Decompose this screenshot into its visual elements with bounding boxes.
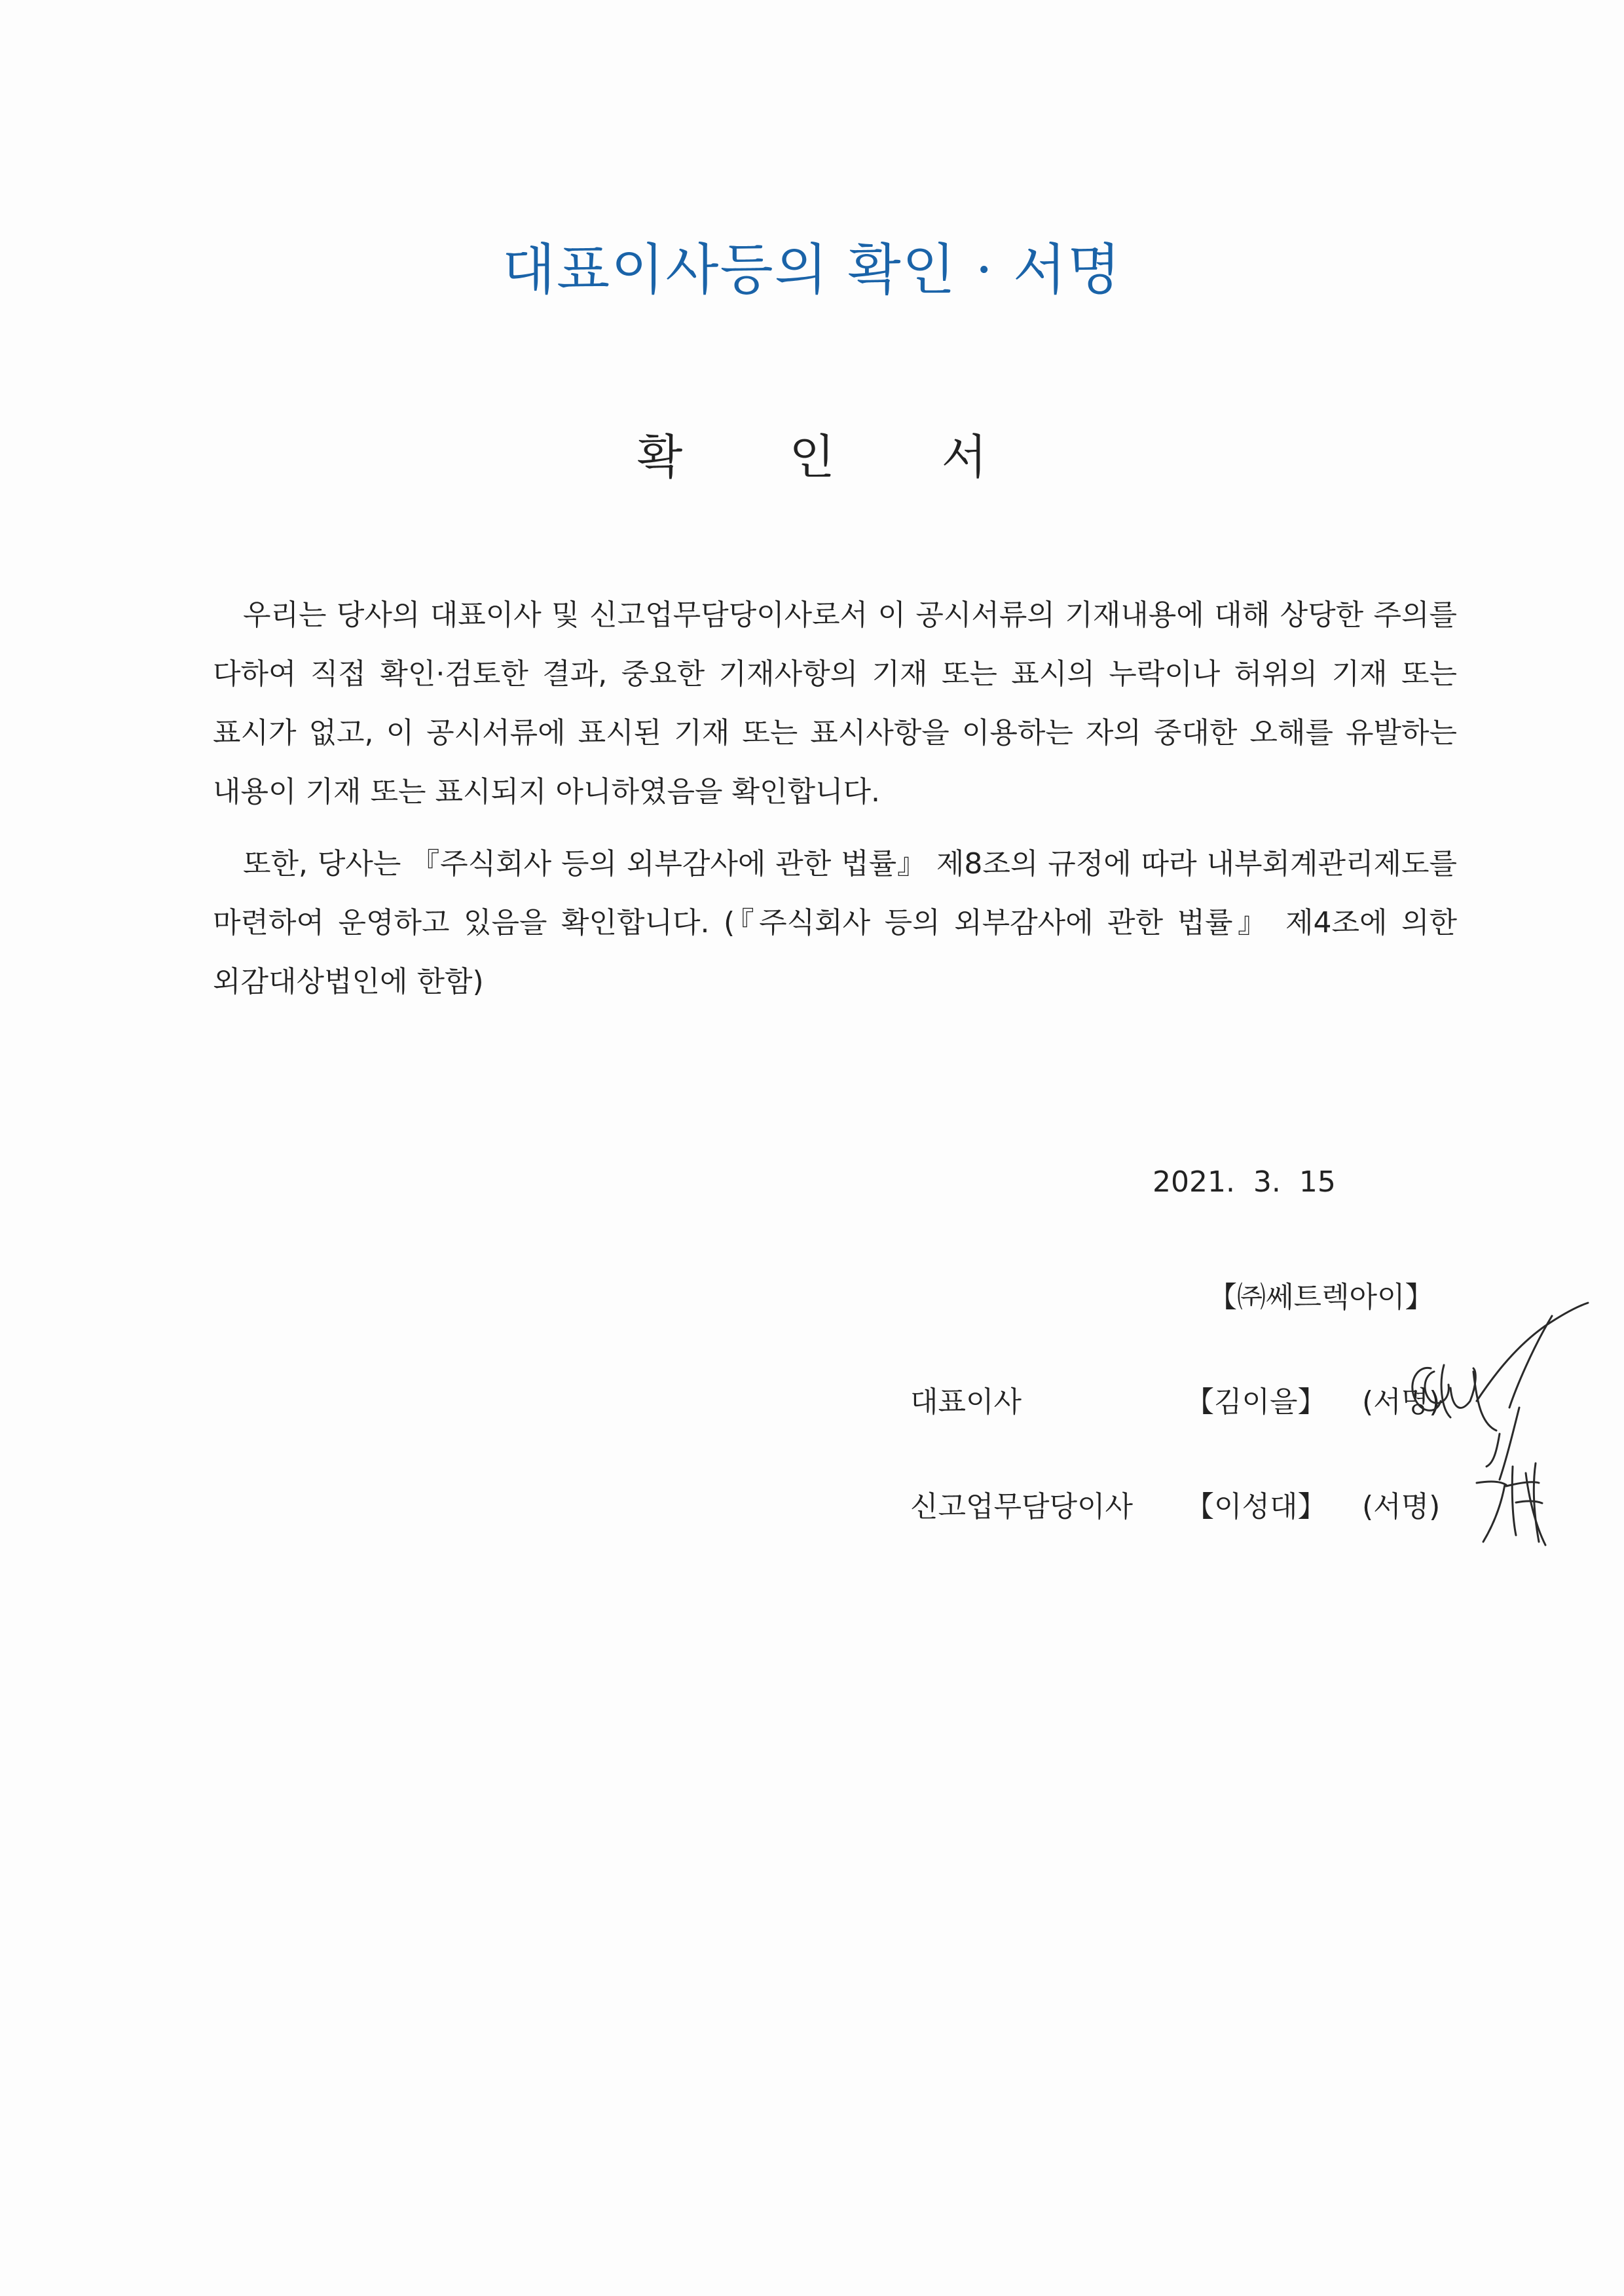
signatory-role: 대표이사 [910, 1385, 1022, 1419]
document-date: 2021. 3. 15 [1153, 1165, 1336, 1199]
signature-mark-label: (서명) [1362, 1490, 1441, 1523]
cfo-signature-graphic [1477, 1463, 1545, 1545]
document-heading: 확 인 서 [637, 429, 1033, 484]
signature-mark-label: (서명) [1362, 1385, 1441, 1419]
signatory-name: 【이성대】 [1185, 1490, 1327, 1523]
paragraph-internal-control: 또한, 당사는 『주식회사 등의 외부감사에 관한 법률』 제8조의 규정에 따라 내부회계관리제도를 마련하여 운영하고 있음을 확인합니다. (『주식회사 등의 외부감사에 관한 법률』 제4조에 의한 외감대상법인에 한함) [213, 847, 1457, 998]
signatory-name: 【김이을】 [1185, 1385, 1327, 1419]
company-name: 【㈜쎄트렉아이】 [1208, 1281, 1434, 1314]
signatory-role: 신고업무담당이사 [910, 1490, 1134, 1523]
paragraph-confirmation: 우리는 당사의 대표이사 및 신고업무담당이사로서 이 공시서류의 기재내용에 대해 상당한 주의를 다하여 직접 확인·검토한 결과, 중요한 기재사항의 기재 또는 표시의 누락이나 허위의 기재 또는 표시가 없고, 이 공시서류에 표시된 기재 또는 표시사항을 이용하는 자의 중대한 오해를 유발하는 내용이 기재 또는 표시되지 아니하였음을 확인합니다. [213, 598, 1457, 809]
document-body [213, 586, 1457, 1025]
page-title: 대표이사등의 확인 · 서명 [502, 238, 1122, 302]
